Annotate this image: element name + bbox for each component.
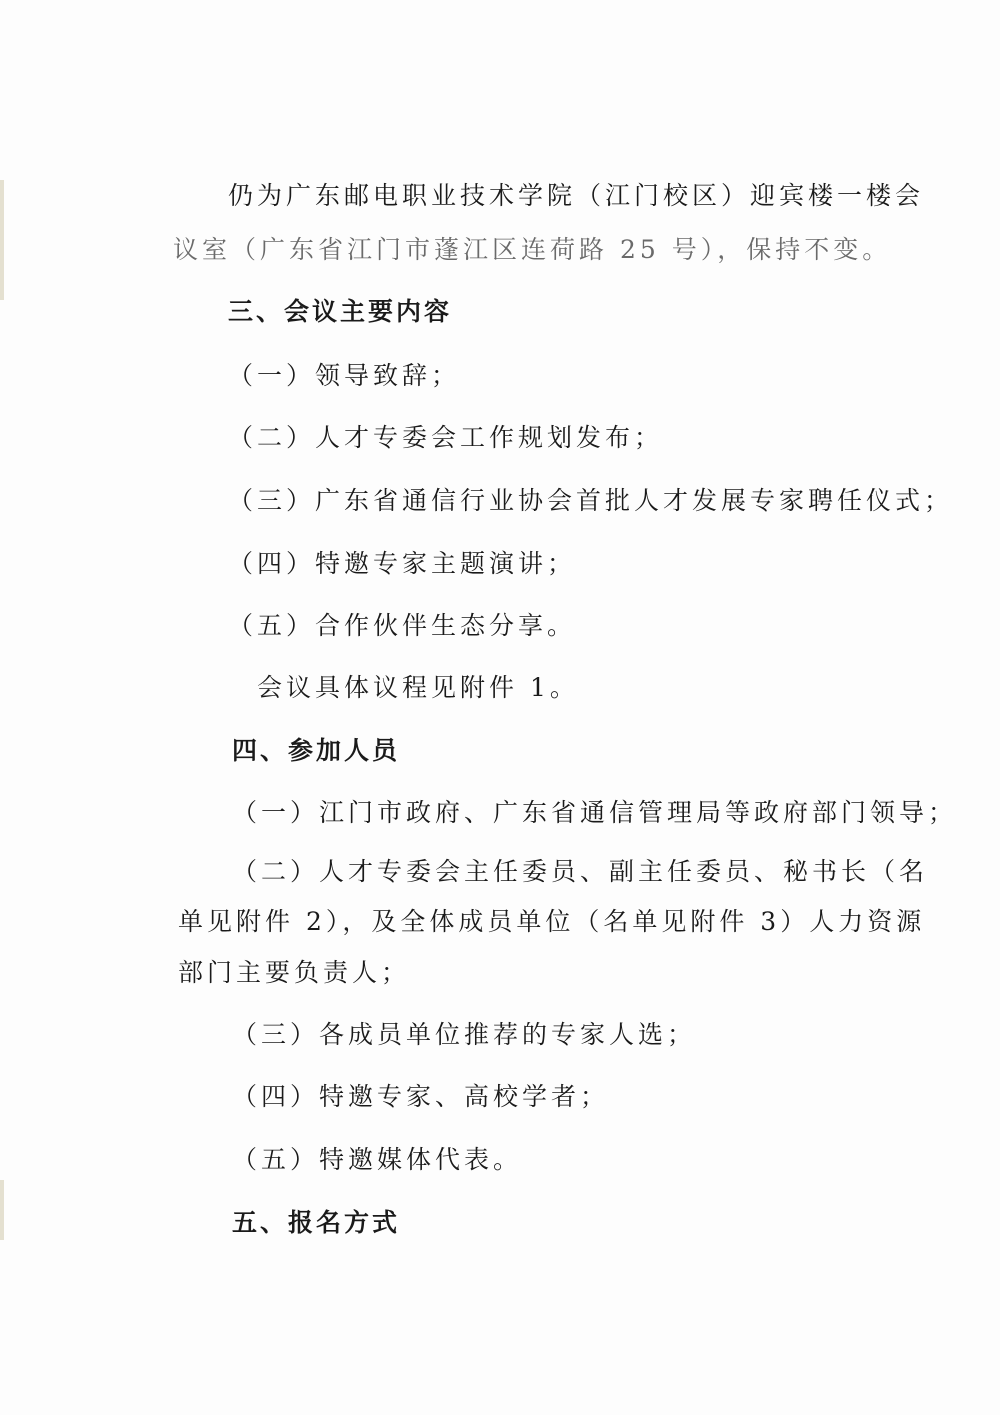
paragraph-line: 部门主要负责人； [178,958,411,987]
list-item: （二）人才专委会主任委员、副主任委员、秘书长（名 [232,857,929,886]
paragraph-line: 单见附件 2），及全体成员单位（名单见附件 3）人力资源 [178,907,926,936]
list-item: （二）人才专委会工作规划发布； [228,423,664,452]
list-item: （一）江门市政府、广东省通信管理局等政府部门领导； [232,798,958,827]
scan-edge-mark [0,1180,4,1240]
list-item: （五）特邀媒体代表。 [232,1145,523,1174]
list-item: （三）广东省通信行业协会首批人才发展专家聘任仪式； [228,486,954,515]
paragraph-line: 仍为广东邮电职业技术学院（江门校区）迎宾楼一楼会 [228,181,925,210]
list-item: （一）领导致辞； [228,361,461,390]
paragraph-line: 会议具体议程见附件 1。 [257,673,579,702]
section-heading: 四、参加人员 [232,736,401,765]
list-item: （五）合作伙伴生态分享。 [228,611,577,640]
list-item: （三）各成员单位推荐的专家人选； [232,1020,697,1049]
list-item: （四）特邀专家主题演讲； [228,549,577,578]
scan-edge-mark [0,180,4,300]
list-item: （四）特邀专家、高校学者； [232,1082,610,1111]
paragraph-line: 议室（广东省江门市蓬江区连荷路 25 号），保持不变。 [173,235,892,264]
section-heading: 五、报名方式 [232,1208,401,1237]
section-heading: 三、会议主要内容 [228,297,453,326]
